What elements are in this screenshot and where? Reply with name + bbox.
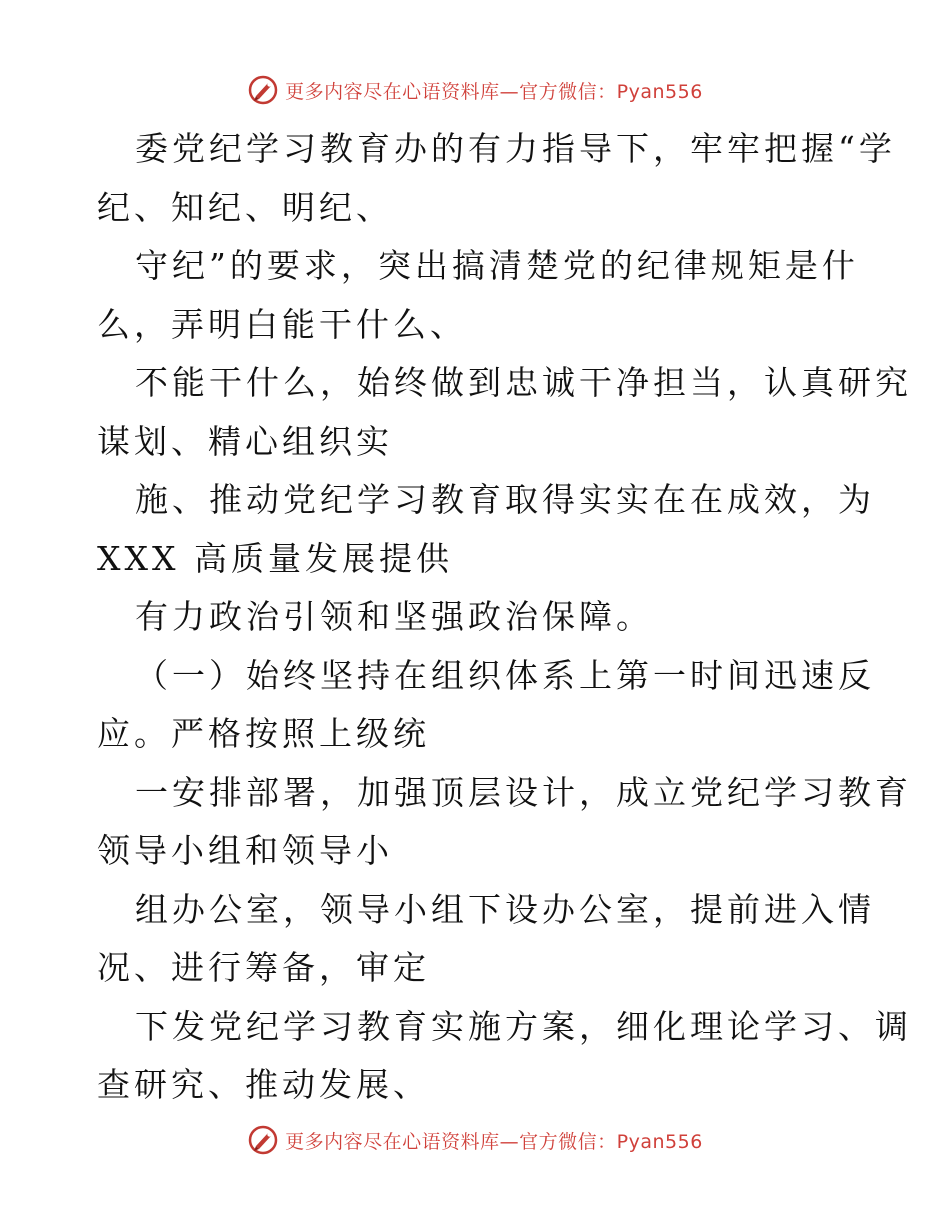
text-line: 委党纪学习教育办的有力指导下，牢牢把握“学 xyxy=(135,129,896,168)
watermark-text: 更多内容尽在心语资料库—官方微信：Pyan556 xyxy=(285,80,703,103)
text-line: 查研究、推动发展、 xyxy=(97,1065,430,1104)
text-line: 纪、知纪、明纪、 xyxy=(97,187,393,227)
text-line: （一）始终坚持在组织体系上第一时间迅速反 xyxy=(135,655,875,695)
text-line: 不能干什么，始终做到忠诚干净担当，认真研究 xyxy=(135,363,912,402)
pen-logo-icon xyxy=(247,74,279,106)
document-body xyxy=(97,120,912,1115)
text-line: 应。严格按照上级统 xyxy=(97,714,430,753)
pen-logo-icon xyxy=(247,1124,279,1156)
text-line: 一安排部署，加强顶层设计，成立党纪学习教育 xyxy=(135,772,912,812)
text-line: 么，弄明白能干什么、 xyxy=(97,304,467,344)
text-line: 组办公室，领导小组下设办公室，提前进入情 xyxy=(135,889,875,929)
header-watermark xyxy=(0,70,950,110)
watermark-text: 更多内容尽在心语资料库—官方微信：Pyan556 xyxy=(285,1130,703,1153)
footer-watermark xyxy=(0,1120,950,1160)
text-line: 况、进行筹备，审定 xyxy=(97,948,430,987)
text-line: 谋划、精心组织实 xyxy=(97,421,393,461)
text-line: 施、推动党纪学习教育取得实实在在成效，为 xyxy=(135,480,875,519)
text-line: 领导小组和领导小 xyxy=(97,831,393,870)
text-line: XXX 高质量发展提供 xyxy=(97,538,453,578)
text-line: 下发党纪学习教育实施方案，细化理论学习、调 xyxy=(135,1006,912,1046)
text-line: 有力政治引领和坚强政治保障。 xyxy=(135,597,653,636)
text-line: 守纪”的要求，突出搞清楚党的纪律规矩是什 xyxy=(135,246,859,285)
